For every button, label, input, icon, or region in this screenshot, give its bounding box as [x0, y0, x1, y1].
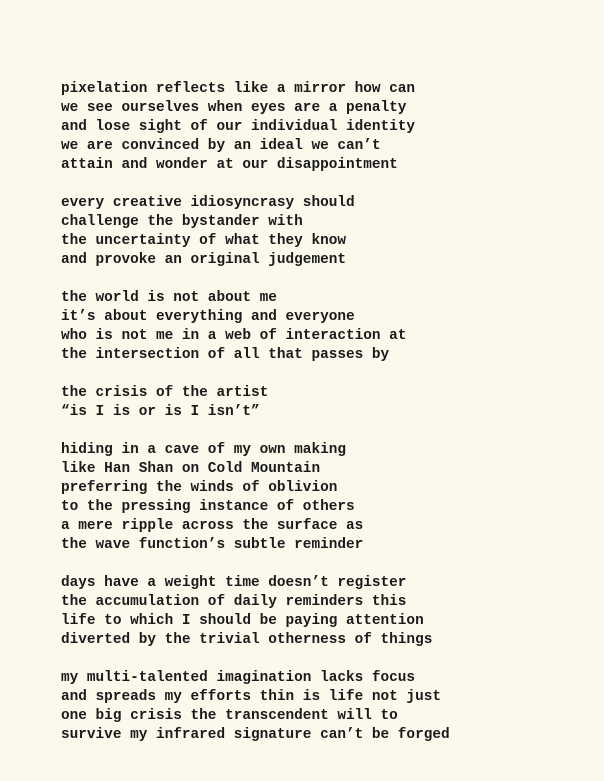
- poem-line: challenge the bystander with: [61, 214, 303, 230]
- poem-line: to the pressing instance of others: [61, 499, 355, 515]
- poem-line: like Han Shan on Cold Mountain: [61, 461, 321, 477]
- poem-line: hiding in a cave of my own making: [61, 442, 346, 458]
- poem-line: the intersection of all that passes by: [61, 347, 390, 363]
- poem-line: who is not me in a web of interaction at: [61, 328, 407, 344]
- stanza-4: [61, 384, 591, 422]
- poem-line: my multi-talented imagination lacks focus: [61, 670, 416, 686]
- poem-line: a mere ripple across the surface as: [61, 518, 364, 534]
- stanza-2: [61, 194, 591, 270]
- stanza-3: [61, 289, 591, 365]
- poem-line: the accumulation of daily reminders this: [61, 594, 407, 610]
- poem-line: and spreads my efforts thin is life not just: [61, 689, 441, 705]
- poem-line: we are convinced by an ideal we can’t: [61, 138, 381, 154]
- stanza-6: [61, 574, 591, 650]
- poem-line: the wave function’s subtle reminder: [61, 537, 364, 553]
- poem-line: the uncertainty of what they know: [61, 233, 346, 249]
- poem-line: it’s about everything and everyone: [61, 309, 355, 325]
- stanza-5: [61, 441, 591, 555]
- stanza-7: [61, 669, 591, 745]
- poem-line: every creative idiosyncrasy should: [61, 195, 355, 211]
- poem-line: the crisis of the artist: [61, 385, 269, 401]
- poem-line: and lose sight of our individual identity: [61, 119, 416, 135]
- stanza-1: [61, 80, 591, 175]
- poem-line: survive my infrared signature can’t be forged: [61, 727, 450, 743]
- poem-line: we see ourselves when eyes are a penalty: [61, 100, 407, 116]
- poem-line: diverted by the trivial otherness of things: [61, 632, 433, 648]
- poem-line: “is I is or is I isn’t”: [61, 404, 260, 420]
- poem-line: one big crisis the transcendent will to: [61, 708, 398, 724]
- poem-line: pixelation reflects like a mirror how can: [61, 81, 416, 97]
- poem-line: the world is not about me: [61, 290, 277, 306]
- poem-line: and provoke an original judgement: [61, 252, 346, 268]
- poem-page: [61, 80, 591, 764]
- poem-line: days have a weight time doesn’t register: [61, 575, 407, 591]
- poem-line: attain and wonder at our disappointment: [61, 157, 398, 173]
- poem-line: preferring the winds of oblivion: [61, 480, 338, 496]
- poem-line: life to which I should be paying attention: [61, 613, 424, 629]
